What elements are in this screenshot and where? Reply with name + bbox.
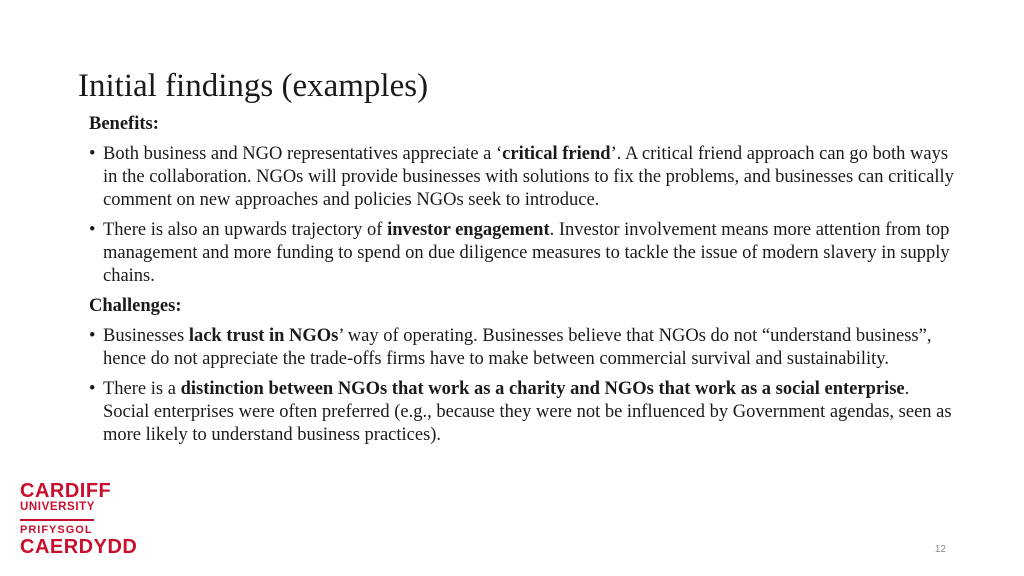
slide-title: Initial findings (examples) bbox=[78, 68, 429, 104]
bullet-text: Both business and NGO representatives appreciate a ‘ bbox=[103, 144, 503, 164]
logo-line-cardiff: CARDIFF bbox=[20, 480, 112, 502]
bullet-text: ’ way of operating. Businesses believe that NGOs do not “understand business”, hence do not appreciate the trade-offs firms have to make between commercial survival and sustainability. bbox=[103, 326, 932, 369]
bullet-emphasis: lack trust in NGOs bbox=[188, 326, 339, 346]
challenges-heading: Challenges: bbox=[89, 296, 182, 316]
bullet-text: There is also an upwards trajectory of bbox=[103, 220, 388, 240]
logo-line-university: UNIVERSITY bbox=[20, 501, 96, 513]
bullet-text: ’. A critical friend approach can go both ways in the collaboration. NGOs will provide businesses with solutions to fix the problems, and businesses can critically comment on new approaches and policies NGOs seek to introduce. bbox=[103, 144, 954, 210]
logo-line-caerdydd: CAERDYDD bbox=[20, 535, 138, 558]
page-number: 12 bbox=[934, 544, 946, 555]
bullet-emphasis: investor engagement bbox=[387, 220, 550, 240]
logo-divider bbox=[20, 519, 94, 521]
bullet-emphasis: critical friend bbox=[502, 144, 611, 164]
bullet-text: Businesses bbox=[103, 326, 189, 346]
benefits-heading: Benefits: bbox=[89, 114, 159, 134]
bullet-emphasis: distinction between NGOs that work as a charity and NGOs that work as a social enterprise bbox=[180, 379, 905, 399]
challenge-bullet bbox=[89, 378, 959, 447]
slide-body bbox=[89, 113, 959, 454]
bullet-text: There is a bbox=[103, 379, 181, 399]
benefit-bullet bbox=[89, 143, 959, 212]
bullet-text: . Investor involvement means more attention from top management and more funding to spend on due diligence measures to tackle the issue of modern slavery in supply chains. bbox=[103, 220, 950, 286]
benefit-bullet bbox=[89, 219, 959, 288]
challenge-bullet bbox=[89, 325, 959, 371]
logo-line-prifysgol: PRIFYSGOL bbox=[20, 523, 93, 536]
cardiff-university-logo bbox=[20, 480, 138, 558]
bullet-text: . Social enterprises were often preferred (e.g., because they were not be influenced by Government agendas, seen as more likely to understand business practices). bbox=[103, 379, 952, 445]
